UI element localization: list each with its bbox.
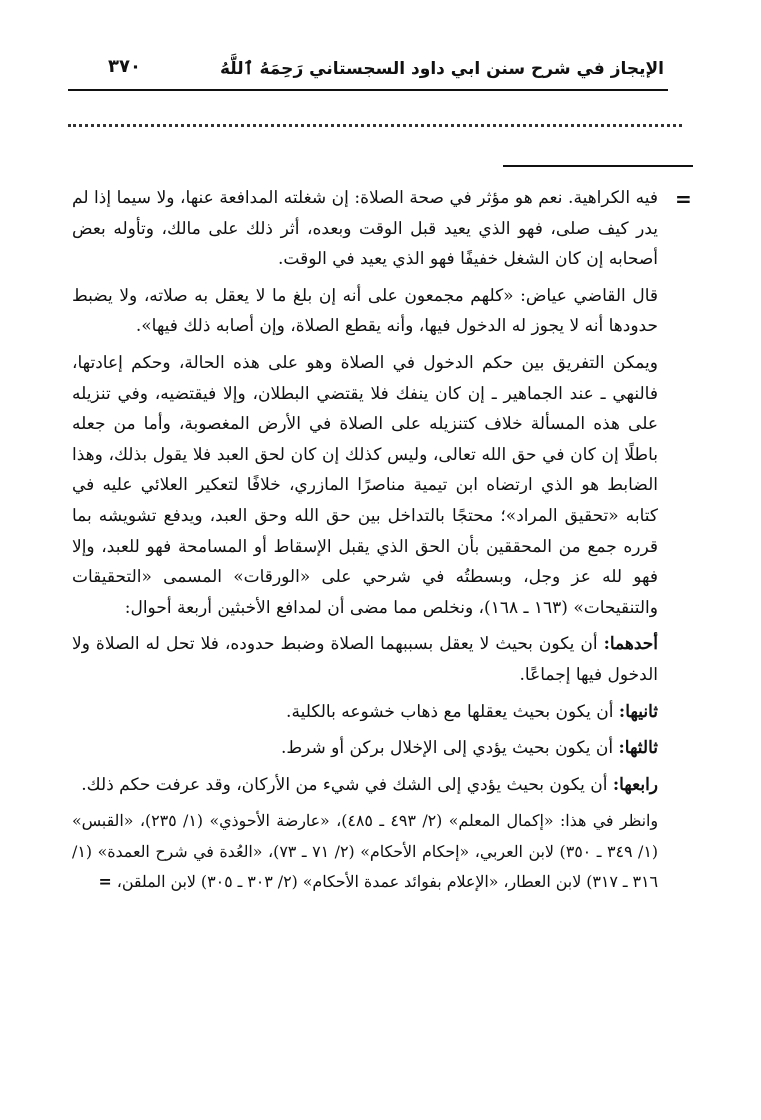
state-text-4: أن يكون بحيث يؤدي إلى الشك في شيء من الأركان، وقد عرفت حكم ذلك. (81, 774, 608, 795)
header-rule (68, 89, 668, 91)
paragraph-1: فيه الكراهية. نعم هو مؤثر في صحة الصلاة: إن شغلته المدافعة عنها، ولا سيما إذا لم يدر كيف صلى، فهو الذي يعيد قبل الوقت وبعده، أثر ذلك على مالك، وتأوله بعض أصحابه إن كان الشغل خفيفًا فهو الذي يعيد في الوقت. (72, 188, 658, 270)
state-text-2: أن يكون بحيث يعقلها مع ذهاب خشوعه بالكلية. (286, 701, 614, 722)
page-number: ٣٧٠ (108, 56, 141, 77)
state-text-1: أن يكون بحيث لا يعقل بسببهما الصلاة وضبط حدوده، فلا تحل له الصلاة ولا الدخول فيها إجماعًا. (72, 634, 658, 685)
state-text-3: أن يكون بحيث يؤدي إلى الإخلال بركن أو شرط. (281, 738, 614, 759)
page-header (68, 52, 694, 92)
footnote-body (72, 183, 658, 904)
paragraph-7 (72, 770, 658, 801)
references-text: وانظر في هذا: «إكمال المعلم» (٢/ ٤٩٣ ـ ٤٨٥)، «عارضة الأحوذي» (١/ ٢٣٥)، «القبس» (١/ ٣٤٩ ـ ٣٥٠) لابن العربي، «إحكام الأحكام» (٢/ ٧١ ـ ٧٣)، «العُدة في شرح العمدة» (١/ ٣١٦ ـ ٣١٧) لابن العطار، «الإعلام بفوائد عمدة الأحكام» (٢/ ٣٠٣ ـ ٣٠٥) لابن الملقن، (72, 811, 659, 892)
state-label-4: رابعها: (612, 774, 658, 795)
state-label-1: أحدهما: (603, 634, 658, 655)
references-paragraph (72, 806, 658, 898)
paragraph-5 (72, 697, 658, 728)
paragraph-6 (72, 733, 658, 764)
paragraph-2: قال القاضي عياض: «كلهم مجمعون على أنه إن بلغ ما لا يعقل به صلاته، ولا يضبط حدودها أنه لا يجوز له الدخول فيها، وأنه يقطع الصلاة، وإن أصابه ذلك فيها». (72, 285, 658, 337)
continuation-mark-end: = (98, 872, 112, 892)
state-label-3: ثالثها: (618, 738, 658, 759)
paragraph-4 (72, 629, 658, 690)
paragraph-3: ويمكن التفريق بين حكم الدخول في الصلاة وهو على هذه الحالة، وحكم إعادتها، فالنهي ـ عند الجماهير ـ إن كان ينفك فلا يقتضي البطلان، وإلا فيقتضيه، وفي تنزيله على هذه المسألة خلاف كتنزيله على الصلاة في الأرض المغصوبة، وأما من جعله باطلًا إن كان في حق الله تعالى، وليس كذلك إن كان لحق العبد فلا يقول بذلك، وهذا الضابط هو الذي ارتضاه ابن تيمية مناصرًا المازري، خلافًا لتعكير العلائي عليه في كتابه «تحقيق المراد»؛ محتجًا بالتداخل بين حق الله وحق العبد، ويدفع تشويشه بما قرره جمع من المحققين بأن الحق الذي يقبل الإسقاط أو المسامحة فهو للعبد، وإلا فهو لله عز وجل، وبسطتُه في شرحي على «الورقات» المسمى «التحقيقات والتنقيحات» (١٦٣ ـ ١٦٨)، ونخلص مما مضى أن لمدافع الأخبثين أربعة أحوال: (72, 352, 658, 618)
dotted-separator (68, 124, 682, 127)
state-label-2: ثانيها: (618, 701, 658, 722)
continuation-mark: = (675, 187, 692, 211)
running-title: الإيجاز في شرح سنن ابي داود السجستاني رَحِمَهُ ٱللَّهُ (219, 59, 664, 79)
footnote-rule (503, 165, 693, 167)
